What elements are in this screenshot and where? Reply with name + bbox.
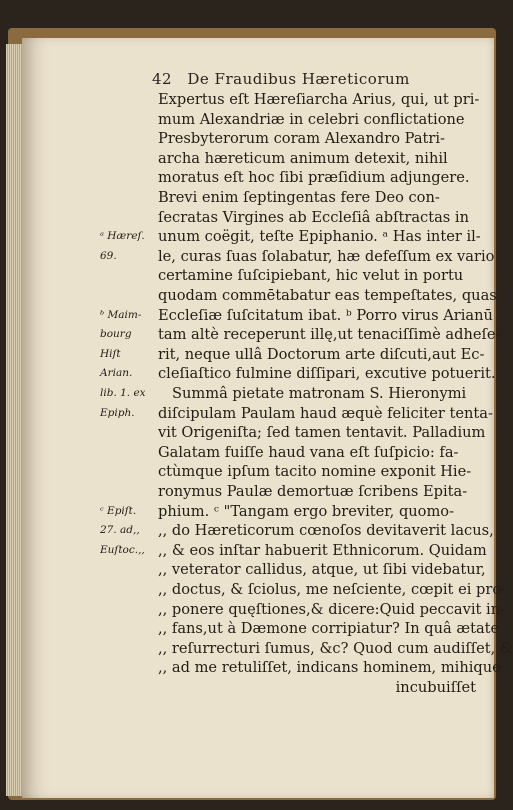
text-line: ,, doctus, & ſciolus, me neſciente, cœpit ei pro-	[158, 581, 507, 598]
text-line: Eccleſiæ ſuſcitatum ibat. ᵇ Porro virus Arianū	[158, 306, 493, 324]
marginal-note: Epiph.	[100, 406, 135, 419]
text-line: unum coëgit, teſte Epiphanio. ᵃ Has inter il-	[158, 228, 481, 246]
marginal-note: 69.	[100, 249, 117, 262]
text-line: cleſiaſtico fulmine diſſipari, excutive potuerit.	[158, 365, 496, 383]
text-line: ,, & eos inſtar habuerit Ethnicorum. Quidam	[158, 541, 487, 559]
marginal-note: Hiſt	[100, 347, 121, 360]
text-line: Galatam fuiſſe haud vana eſt ſuſpicio: fa-	[158, 443, 459, 461]
text-line: ronymus Paulæ demortuæ ſcribens Epita-	[158, 483, 468, 500]
page-number: 42	[152, 70, 173, 88]
marginal-note: Arian.	[100, 367, 133, 380]
text-line: vit Origeniſta; ſed tamen tentavit. Palladium	[158, 424, 486, 442]
marginal-note: 27. ad,,	[100, 524, 140, 537]
marginal-note: bourg	[100, 328, 132, 341]
text-line: incubuiſſet	[395, 679, 476, 696]
text-line: ,, ad me retuliſſet, indicans hominem, mihique	[158, 659, 501, 677]
text-line: certamine ſuſcipiebant, hic velut in portu	[158, 267, 464, 285]
text-line: rit, neque ullâ Doctorum arte diſcuti,aut Ec-	[158, 345, 485, 363]
text-line: ,, veterator callidus, atque, ut ſibi videbatur,	[158, 561, 486, 579]
text-line: moratus eſt hoc ſibi præſidium adjungere.	[158, 169, 470, 187]
running-head-title: De Fraudibus Hæreticorum	[187, 70, 410, 88]
text-line: Brevi enim ſeptingentas fere Deo con-	[158, 189, 440, 206]
text-line: ,, ponere quęſtiones,& dicere:Quid peccavit in-	[158, 600, 506, 618]
marginal-note: Euſtoc.,,	[100, 543, 145, 556]
running-head	[152, 70, 472, 88]
text-line: ctùmque ipſum tacito nomine exponit Hie-	[158, 463, 472, 481]
text-line: Summâ pietate matronam S. Hieronymi	[172, 385, 467, 402]
text-line: mum Alexandriæ in celebri conflictatione	[158, 110, 465, 128]
text-line: diſcipulam Paulam haud æquè feliciter tenta-	[158, 404, 493, 422]
marginal-note: ᶜ Epiſt.	[100, 504, 137, 517]
text-line: quodam commētabatur eas tempeſtates, quas	[158, 287, 497, 304]
text-line: ,, fans,ut à Dæmone corripiatur? In quâ ætate	[158, 620, 500, 638]
text-line: ſecratas Virgines ab Eccleſiâ abſtractas in	[158, 208, 469, 226]
marginal-note: lib. 1. ex	[100, 387, 146, 399]
text-line: phium. ᶜ "Tangam ergo breviter, quomo-	[158, 502, 455, 520]
marginal-note: ᵇ Maim-	[100, 308, 142, 321]
text-line: le, curas ſuas ſolabatur, hæ defeſſum ex vario	[158, 247, 495, 265]
text-line: archa hæreticum animum detexit, nihil	[158, 149, 448, 167]
text-line: tam altè receperunt illę,ut tenaciſſimè adheſe-	[158, 326, 501, 344]
marginal-note: ᵃ Hæreſ.	[100, 230, 145, 243]
text-line: ,, do Hæreticorum cœnoſos devitaverit lacus,	[158, 522, 494, 540]
text-line: Presbyterorum coram Alexandro Patri-	[158, 130, 445, 148]
text-line: Expertus eſt Hæreſiarcha Arius, qui, ut pri-	[158, 91, 480, 108]
page-edges	[6, 44, 22, 796]
text-line: ,, reſurrecturi ſumus, &c? Quod cum audiſſet, &	[158, 639, 513, 657]
